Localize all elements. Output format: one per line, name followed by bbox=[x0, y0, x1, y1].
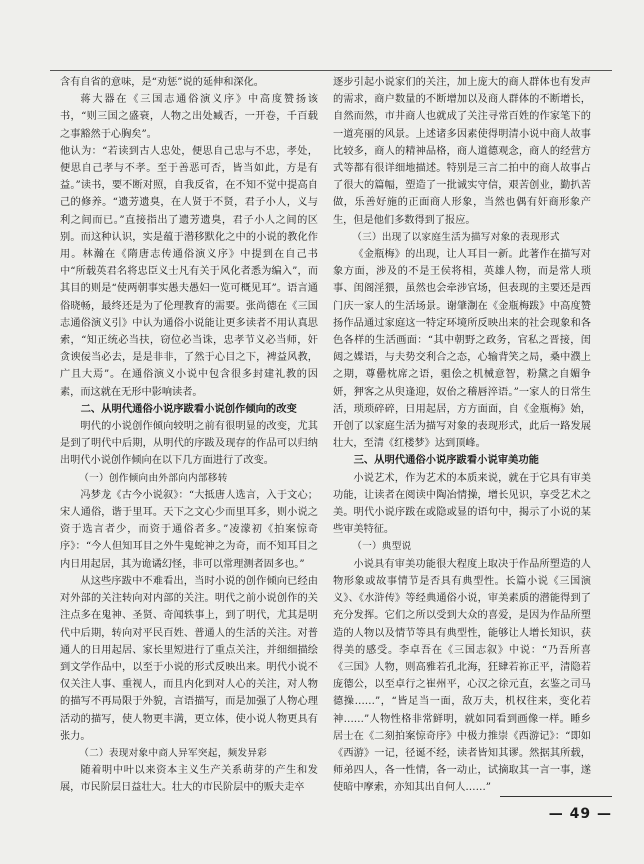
paragraph: 随着明中叶以来资本主义生产关系萌芽的产生和发展，市民阶层日益壮大。壮大的市民阶层中的贩夫走卒 bbox=[60, 765, 318, 794]
section-heading: 三、从明代通俗小说序跋看小说审美功能 bbox=[353, 454, 539, 467]
subsection-heading: （一）典型说 bbox=[352, 541, 412, 553]
paragraph: 含有自省的意味，是“劝惩”说的延伸和深化。 bbox=[60, 77, 264, 88]
footer-rule bbox=[500, 796, 612, 797]
paragraph: 从这些序跋中不难看出，当时小说的创作倾向已经由对外部的关注转向对内部的关注。明代之前小说创作的关注点多在鬼神、圣贤、奇闻轶事上，到了明代，尤其是明代中后期，转向对平民百姓、普通人的生活的关注。对普通人的日用起居、家长里短进行了重点关注，并细细描绘到文学作品中，以至于小说的形式反映出来。明代小说不仅关注人事、重视人，而且内化到对人心的关注，对人物的描写不再局限于外貌，言语描写，而是加强了人物心理活动的描写，使人物更丰满，更立体，使小说人物更具有张力。 bbox=[60, 575, 318, 742]
subsection-heading: （二）表现对象中商人异军突起，频发异彩 bbox=[79, 747, 268, 759]
right-column bbox=[333, 74, 591, 797]
paragraph: 《金瓶梅》的出现，让人耳目一新。此著作在描写对象方面，涉及的不是王侯将相，英雄人物，而是常人琐事、闺阁淫猥，虽然也会牵涉官场，但表现的主要还是西门庆一家人的生活场景。谢肇淛在《金瓶梅跋》中高度赞扬作品通过家庭这一特定环境所反映出来的社会现象和各色各样的生活画面：“其中朝野之政务，官私之晋接，闺闼之媟语，与夫势交利合之态，心输背笑之局，桑中濮上之期，尊罍枕席之语，驵侩之机械意智，粉黛之自媚争妍，狎客之从臾逢迎，奴佁之稽唇淬语。”一家人的日常生活，琐琐碎碎，日用起居，方方面面，自《金瓶梅》始，开创了以家庭生活为描写对象的表现形式，此后一路发展壮大，至清《红楼梦》达到顶峰。 bbox=[333, 249, 591, 450]
paragraph: 小说具有审美功能很大程度上取决于作品所塑造的人物形象或故事情节是否具有典型性。长篇小说《三国演义》、《水浒传》等经典通俗小说，审美素质的潜能得到了充分发挥。它们之所以受到大众的喜爱，是因为作品所塑造的人物以及情节等具有典型性，能够让人增长知识，获得美的感受。李卓吾在《三国志叙》中说：“乃吾所喜《三国》人物，则高雅若孔北海，狂肆若祢正平，清隐若庞德公，以至卓行之崔州平，心汉之徐元直，玄鉴之司马德操……”，“皆足当一面，敌万夫，机权往来，变化若神……”人物性格非常鲜明，就如同看到画像一样。睡乡居士在《二刻拍案惊奇序》中极力推崇《西游记》：“即如《西游》一记，径诞不经，读者皆知其谬。然据其所载，师弟四人，各一性情，各一动止，试摘取其一言一事，遂使暗中摩索，亦知其出自何人……” bbox=[333, 558, 591, 794]
top-rule bbox=[50, 70, 612, 71]
paragraph: 明代的小说创作倾向较明之前有很明显的改变，尤其是到了明代中后期，从明代的序跋及现存的作品可以归纳出明代小说创作倾向在以下几方面进行了改变。 bbox=[60, 421, 318, 467]
section-heading: 二、从明代通俗小说序跋看小说创作倾向的改变 bbox=[80, 402, 297, 415]
paragraph: 蒋大器在《三国志通俗演义序》中高度赞扬该书，“则三国之盛衰，人物之出处臧否，一开卷，千百载之事豁然于心胸矣”。 bbox=[60, 94, 318, 140]
left-column bbox=[60, 74, 318, 797]
paragraph: 小说艺术，作为艺术的本质来说，就在于它具有审美功能，让读者在阅读中陶冶情操，增长见识，享受艺术之美。明代小说序跋在或隐或显的语句中，揭示了小说的某些审美特征。 bbox=[333, 472, 591, 536]
paragraph: 他认为：“若读到古人忠处，便思自己忠与不忠，孝处，便思自己孝与不孝。至于善恶可否，皆当如此，方是有益。”读书，要不断对照，自我反省，在不知不觉中提高自己的修养。“遗芳遗臭，在人贤于不贤，君子小人，义与利之间而已。”直接指出了遗芳遗臭，君子小人之间的区别。而这种认识，实是蕴于潜移默化之中的小说的教化作用。林瀚在《隋唐志传通俗演义序》中提到在自己书中“所载英君名将忠臣义士凡有关于风化者悉为编入”，而其目的则是“使两朝事实愚夫愚妇一览可概见耳”。语言通俗晓畅，最终还是为了伦理教育的需要。张尚德在《三国志通俗演义引》中认为通俗小说能让更多读者不用认真思索，“知正统必当扶，窃位必当诛，忠孝节义必当师，奸贪谀佞当必去，是是非非，了然于心目之下，裨益风教，广且大焉”。在通俗演义小说中包含很多封建礼教的因素，而这就在无形中影响读者。 bbox=[60, 145, 318, 398]
paragraph: 冯梦龙《古今小说叙》：“大抵唐人选言，入于文心；宋人通俗，谐于里耳。天下之文心少而里耳多，则小说之资于选言者少，而资于通俗者多。”凌濛初《拍案惊奇序》：“今人但知耳目之外牛鬼蛇神之为奇，而不知耳目之内日用起居，其为诡谲幻怪，非可以常理测者固多也。” bbox=[60, 489, 318, 570]
subsection-heading: （一）创作倾向由外部向内部移转 bbox=[79, 472, 228, 484]
page-footer bbox=[500, 796, 612, 822]
subsection-heading: （三）出现了以家庭生活为描写对象的表现形式 bbox=[352, 231, 560, 243]
page-number: — 49 — bbox=[548, 806, 612, 822]
paragraph: 逐步引起小说家们的关注，加上庞大的商人群体也有发声的需求，商户数量的不断增加以及商人群体的不断增长，自然而然，市井商人也就成了关注寻常百姓的作家笔下的一道亮丽的风景。上述诸多因素使得明清小说中商人故事比较多，商人的精神品格，商人道德观念，商人的经营方式等都有很详细地描述。特别是三言二拍中的商人故事占了很大的篇幅，塑造了一批诚实守信，艰苦创业，勤扒苦做，乐善好施的正面商人形象，当然也偶有奸商形象产生，但是他们多数得到了报应。 bbox=[333, 77, 591, 226]
